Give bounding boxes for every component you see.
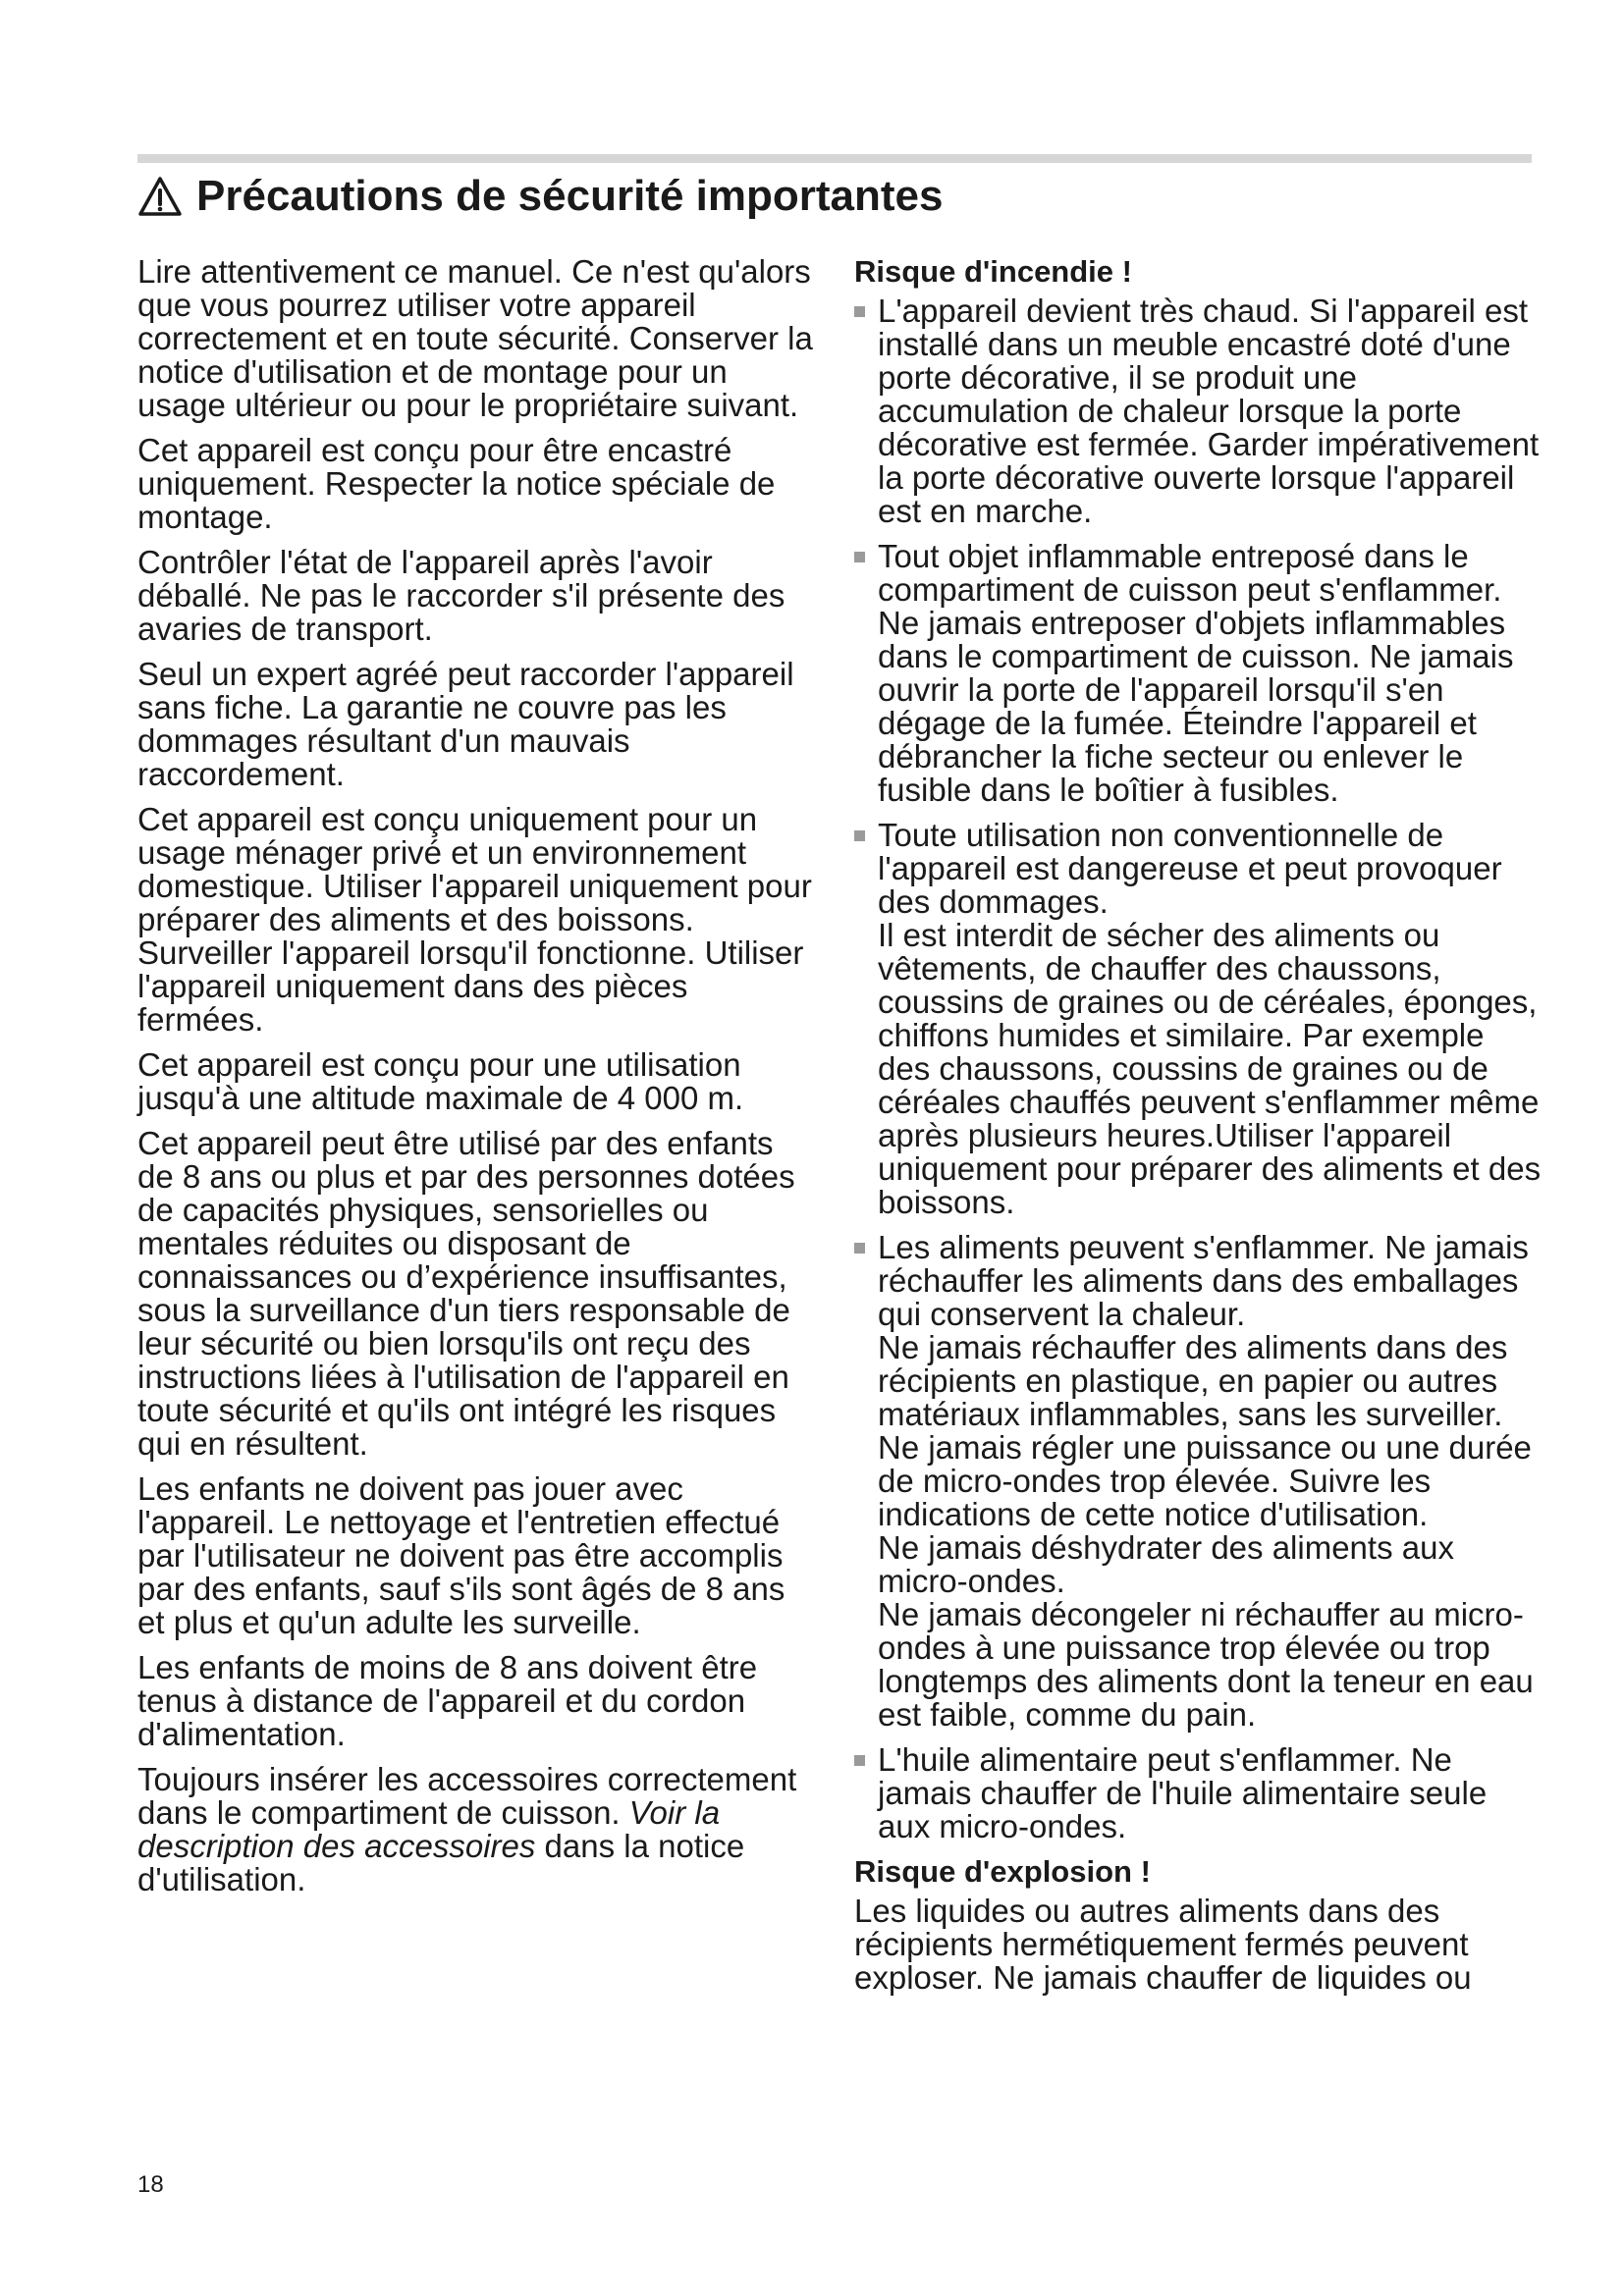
paragraph-children-distance: Les enfants de moins de 8 ans doivent être tenus à distance de l'appareil et du cordon d'alimentation.: [137, 1649, 758, 1752]
paragraph-domestic-use: Cet appareil est conçu uniquement pour un usage ménager privé et un environnement domestique. Utiliser l'appareil uniquement pour préparer des aliments et des boissons. Surveiller l'appareil lorsqu'il fonctionne. Utiliser l'appareil uniquement dans des pièces fermées.: [137, 801, 812, 1038]
paragraph-children-use: Cet appareil peut être utilisé par des enfants de 8 ans ou plus et par des personnes dotées de capacités physiques, sensorielles ou mentales réduites ou disposant de connaissances ou d’expérience insuffisantes, sous la surveillance d'un tiers responsable de leur sécurité ou bien lorsqu'ils ont reçu des instructions liées à l'utilisation de l'appareil en toute sécurité et qu'ils ont intégré les risques qui en résultent.: [137, 1125, 795, 1462]
bullet-text: L'appareil devient très chaud. Si l'appareil est installé dans un meuble encastré doté d'une porte décorative, il se produit une accumulation de chaleur lorsque la porte décorative est fermée. Garder impérativement la porte décorative ouverte lorsque l'appareil est en marche.: [878, 293, 1540, 529]
bullet-text: Ne jamais régler une puissance ou une durée de micro-ondes trop élevée. Suivre les indications de cette notice d'utilisation.: [878, 1429, 1532, 1532]
explosion-text: Les liquides ou autres aliments dans des récipients hermétiquement fermés peuvent exploser. Ne jamais chauffer de liquides ou: [854, 1893, 1472, 1996]
bullet-item: [854, 294, 1542, 528]
bullet-text: Ne jamais réchauffer des aliments dans des récipients en plastique, en papier ou autres matériaux inflammables, sans les surveiller.: [878, 1329, 1508, 1432]
paragraph-read-manual: Lire attentivement ce manuel. Ce n'est qu'alors que vous pourrez utiliser votre appareil correctement et en toute sécurité. Conserver la notice d'utilisation et de montage pour un usage ultérieur ou pour le propriétaire suivant.: [137, 253, 813, 423]
warning-icon: [137, 176, 183, 217]
bullet-text: Ne jamais déshydrater des aliments aux micro-ondes.: [878, 1529, 1454, 1599]
bullet-text: Ne jamais décongeler ni réchauffer au micro-ondes à une puissance trop élevée ou trop longtemps des aliments dont la teneur en eau est faible, comme du pain.: [878, 1596, 1534, 1733]
bullet-square-icon: [854, 306, 865, 317]
bullet-text: Tout objet inflammable entreposé dans le compartiment de cuisson peut s'enflammer. Ne jamais entreposer d'objets inflammables dans le compartiment de cuisson. Ne jamais ouvrir la porte de l'appareil lorsqu'il s'en dégage de la fumée. Éteindre l'appareil et débrancher la fiche secteur ou enlever le fusible dans le boîtier à fusibles.: [878, 538, 1514, 808]
accessories-text-end: dans la notice d'utilisation.: [137, 1828, 745, 1897]
bullet-item: [854, 819, 1542, 1219]
accessories-text: Toujours insérer les accessoires correctement dans le compartiment de cuisson.: [137, 1761, 797, 1831]
bullet-text: L'huile alimentaire peut s'enflammer. Ne jamais chauffer de l'huile alimentaire seule aux micro-ondes.: [878, 1741, 1488, 1844]
bullet-square-icon: [854, 552, 865, 562]
page-number: 18: [137, 2171, 164, 2198]
section-heading: [137, 169, 943, 224]
explosion-risk-heading: Risque d'explosion !: [854, 1854, 1151, 1889]
accessories-reference: Voir la description des accessoires: [137, 1794, 721, 1864]
top-rule: [137, 154, 1532, 163]
fire-risk-heading: Risque d'incendie !: [854, 254, 1132, 289]
bullet-item: [854, 1231, 1542, 1732]
paragraph-accessories: [137, 1763, 815, 1896]
left-column: [137, 255, 815, 1908]
heading-text: Précautions de sécurité importantes: [196, 172, 944, 220]
bullet-item: [854, 1743, 1542, 1843]
bullet-text: Il est interdit de sécher des aliments ou vêtements, de chauffer des chaussons, coussins de graines ou de céréales, éponges, chiffons humides et similaire. Par exemple des chaussons, coussins de graines ou de céréales chauffés peuvent s'enflammer même après plusieurs heures.Utiliser l'appareil uniquement pour préparer des aliments et des boissons.: [878, 917, 1542, 1220]
bullet-text: Les aliments peuvent s'enflammer. Ne jamais réchauffer les aliments dans des emballages qui conservent la chaleur.: [878, 1229, 1529, 1332]
paragraph-built-in: Cet appareil est conçu pour être encastré uniquement. Respecter la notice spéciale de montage.: [137, 432, 776, 535]
paragraph-altitude: Cet appareil est conçu pour une utilisation jusqu'à une altitude maximale de 4 000 m.: [137, 1046, 744, 1116]
right-column: [854, 255, 1542, 2006]
bullet-square-icon: [854, 1755, 865, 1766]
paragraph-expert-connection: Seul un expert agréé peut raccorder l'appareil sans fiche. La garantie ne couvre pas les dommages résultant d'un mauvais raccordement.: [137, 656, 794, 792]
bullet-text: Toute utilisation non conventionnelle de l'appareil est dangereuse et peut provoquer des dommages.: [878, 817, 1502, 920]
bullet-item: [854, 540, 1542, 807]
paragraph-check-damage: Contrôler l'état de l'appareil après l'avoir déballé. Ne pas le raccorder s'il présente des avaries de transport.: [137, 544, 785, 647]
bullet-square-icon: [854, 1243, 865, 1254]
bullet-square-icon: [854, 830, 865, 841]
paragraph-children-play: Les enfants ne doivent pas jouer avec l'appareil. Le nettoyage et l'entretien effectué par l'utilisateur ne doivent pas être accomplis par des enfants, sauf s'ils sont âgés de 8 ans et plus et qu'un adulte les surveille.: [137, 1470, 785, 1640]
